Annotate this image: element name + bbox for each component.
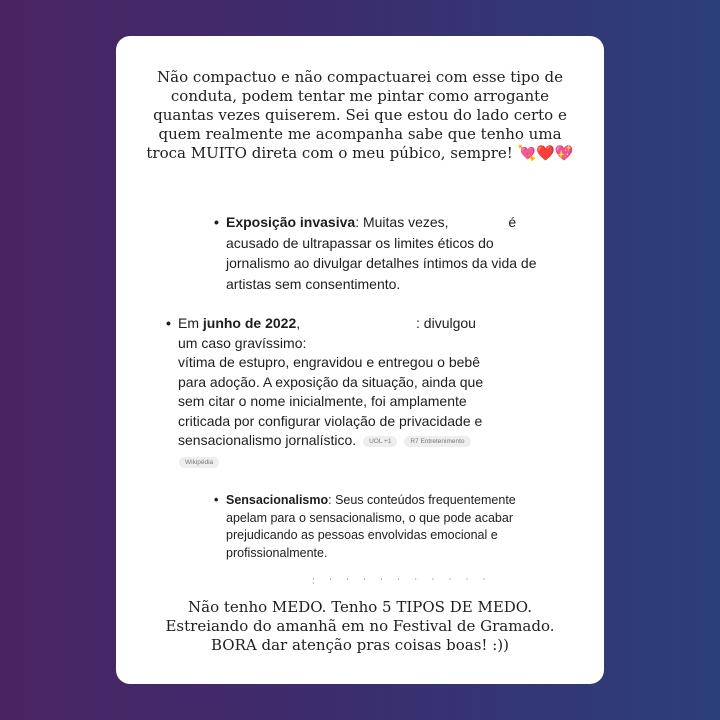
text-part: vítima de estupro, engravidou e entregou o bebê para adoção. A exposição da situação, ainda que sem citar o nome inicialmente, foi amplamente criticada por configurar violação de privacidade e sensacionalismo jornalístico. [178,354,484,448]
source-chip-uol[interactable]: UOL +1 [363,436,397,447]
text-part: , [296,315,301,331]
intro-text [146,68,574,163]
bullet: • [214,493,219,507]
heading-exposicao-invasiva: Exposição invasiva [226,214,356,230]
story-card [116,36,604,684]
heading-sensacionalismo: Sensacionalismo [226,493,329,507]
text-part: : Muitas vezes, [355,214,449,230]
redacted-name [304,317,416,331]
intro-body: Não compactuo e não compactuarei com esse tipo de conduta, podem tentar me pintar como arrogante quantas vezes quiserem. Sei que estou do lado certo e quem realmente me acompanha sabe que tenho uma troca MUITO direta com o meu púbico, sempre! [146,68,567,162]
outro-text: Não tenho MEDO. Tenho 5 TIPOS DE MEDO. Estreiando do amanhã em no Festival de Gramado. BORA dar atenção pras coisas boas! :)) [165,598,555,654]
text-part: : divulgou um caso gravíssimo: [178,315,476,351]
source-chips-row [176,453,498,473]
redacted-name [452,216,504,230]
source-chip-wikipedia[interactable]: Wikipédia [179,457,219,468]
screenshot-exposicao-invasiva [214,212,556,294]
cropped-text-remnant: · · · · · · · · · · · · [312,575,492,588]
source-chip-r7[interactable]: R7 Entretenimento [404,436,470,447]
screenshot-sensacionalismo [214,492,516,562]
text-part: : Seus conteúdos frequentemente apelam para o sensacionalismo, o que pode acabar prejudicando as pessoas envolvidas emocional e profissionalmente. [226,493,516,560]
text-part: é acusado de ultrapassar os limites éticos do jornalismo ao divulgar detalhes íntimos da vida de artistas sem consentimento. [226,214,537,292]
bullet: • [214,214,219,230]
screenshot-junho-2022 [166,314,498,472]
bullet: • [166,315,171,331]
heart-emojis: 💘❤️💖 [517,144,574,162]
date-highlight: junho de 2022 [202,315,297,331]
text-part: Em [178,315,203,331]
